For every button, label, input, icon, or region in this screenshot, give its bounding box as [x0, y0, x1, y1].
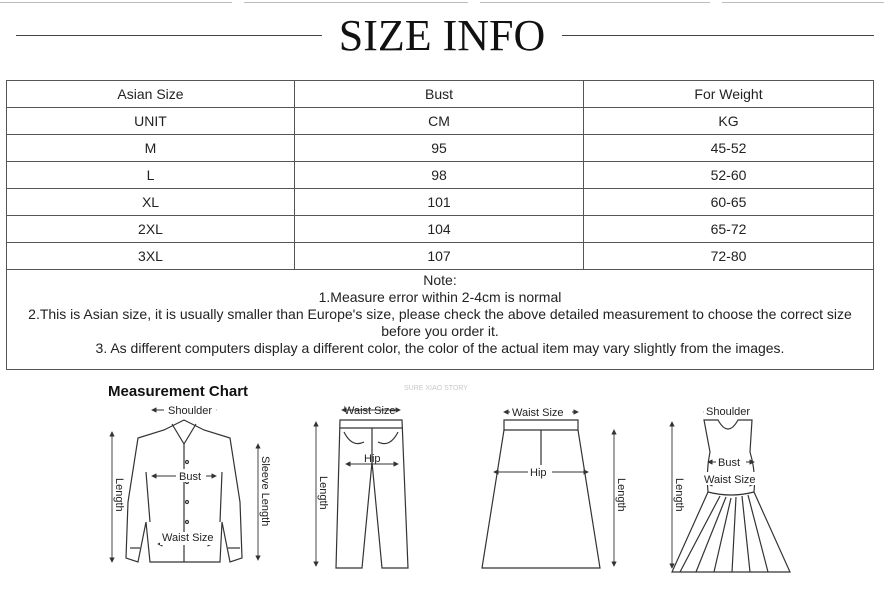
title-rule-right — [562, 35, 874, 36]
table-header-cell: Asian Size — [7, 81, 295, 108]
pants-illustration — [336, 420, 408, 568]
table-cell: 60-65 — [584, 189, 874, 216]
skirt-illustration — [482, 420, 600, 568]
table-cell: UNIT — [7, 108, 295, 135]
table-header-row — [7, 81, 874, 108]
pants-length-label: Length — [317, 476, 329, 510]
table-cell: 65-72 — [584, 216, 874, 243]
table-cell: 101 — [295, 189, 584, 216]
table-cell: 107 — [295, 243, 584, 270]
table-cell: 98 — [295, 162, 584, 189]
skirt-hip-label: Hip — [530, 467, 547, 479]
dress-length-label: Length — [673, 478, 685, 512]
page-title: SIZE INFO — [338, 11, 546, 60]
shirt-sleeve-label: Sleeve Length — [259, 456, 271, 527]
measurement-chart-svg — [90, 372, 880, 604]
table-row — [7, 162, 874, 189]
table-cell: XL — [7, 189, 295, 216]
table-cell: 72-80 — [584, 243, 874, 270]
table-cell: 45-52 — [584, 135, 874, 162]
note-heading: Note: — [423, 272, 457, 288]
table-row — [7, 135, 874, 162]
dress-waist-label: Waist Size — [704, 474, 756, 486]
size-table — [6, 80, 874, 370]
title-rule-left — [16, 35, 322, 36]
shirt-waist-label: Waist Size — [162, 532, 214, 544]
shirt-shoulder-label: Shoulder — [168, 405, 213, 417]
dress-bust-label: Bust — [718, 457, 741, 469]
table-row — [7, 189, 874, 216]
skirt-waist-label: Waist Size — [512, 407, 564, 419]
table-row — [7, 243, 874, 270]
table-unit-row — [7, 108, 874, 135]
table-cell: 95 — [295, 135, 584, 162]
table-row — [7, 216, 874, 243]
table-cell: 2XL — [7, 216, 295, 243]
pants-hip-label: Hip — [364, 453, 381, 465]
measurement-chart — [90, 372, 880, 604]
dress-shoulder-label: Shoulder — [706, 406, 751, 418]
dress-illustration — [672, 420, 790, 572]
top-divider-strip — [0, 0, 884, 4]
table-cell: 104 — [295, 216, 584, 243]
table-header-cell: For Weight — [584, 81, 874, 108]
watermark-text: SURE XIAO STORY — [404, 385, 468, 392]
table-cell: M — [7, 135, 295, 162]
note-line-3: 3. As different computers display a different color, the color of the actual item may vary slightly from the images. — [95, 340, 785, 356]
table-header-cell: Bust — [295, 81, 584, 108]
table-cell: L — [7, 162, 295, 189]
chart-title: Measurement Chart — [108, 383, 249, 400]
notes-cell — [7, 270, 874, 370]
skirt-length-label: Length — [615, 478, 627, 512]
shirt-length-label: Length — [113, 478, 125, 512]
table-cell: CM — [295, 108, 584, 135]
table-cell: 52-60 — [584, 162, 874, 189]
notes-row — [7, 270, 874, 370]
table-cell: KG — [584, 108, 874, 135]
title-banner — [0, 6, 884, 62]
note-line-1: 1.Measure error within 2-4cm is normal — [318, 289, 562, 305]
table-cell: 3XL — [7, 243, 295, 270]
pants-waist-label: Waist Size — [344, 405, 396, 417]
note-line-2: 2.This is Asian size, it is usually smaller than Europe's size, please check the above detailed measurement to choose the correct size before you order it. — [28, 306, 852, 339]
shirt-bust-label: Bust — [179, 471, 202, 483]
